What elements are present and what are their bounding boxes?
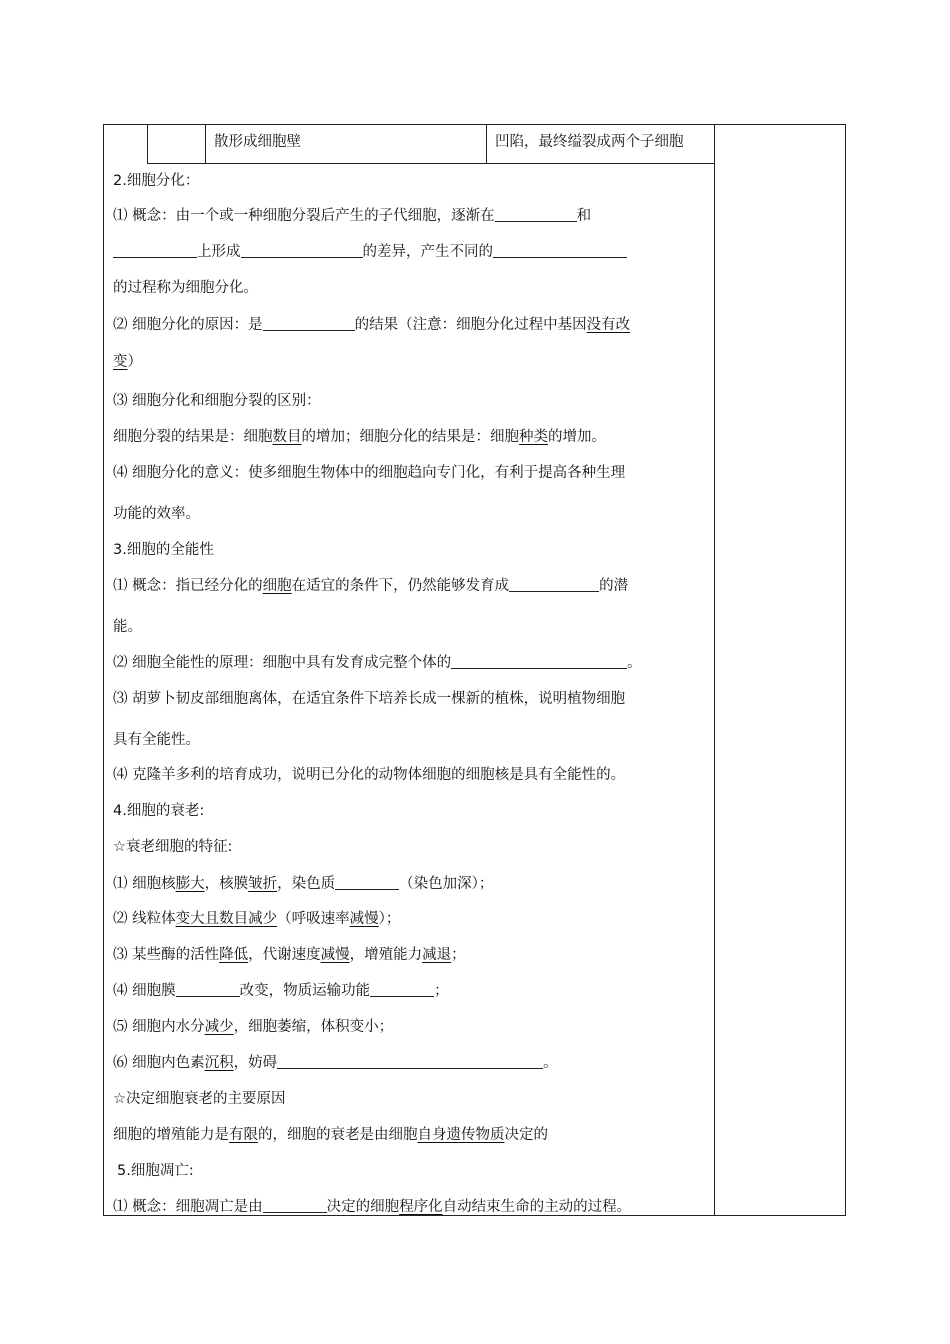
- s4-features-title: ☆衰老细胞的特征:: [113, 839, 233, 855]
- section-2-title: 2.细胞分化：: [113, 173, 200, 189]
- section-3-title: 3.细胞的全能性: [113, 542, 214, 558]
- section-5-title: 5.细胞凋亡:: [117, 1163, 194, 1179]
- s2-concept-line1: ⑴ 概念：由一个或一种细胞分裂后产生的子代细胞，逐渐在 和: [113, 208, 592, 224]
- s4-feature-6: ⑹ 细胞内色素沉积，妨碍 。: [113, 1055, 558, 1071]
- s3-principle: ⑵ 细胞全能性的原理：细胞中具有发育成完整个体的 。: [113, 655, 642, 671]
- top-cell-right: 凹陷，最终缢裂成两个子细胞: [495, 134, 684, 150]
- section-4-title: 4.细胞的衰老:: [113, 803, 205, 819]
- s2-cause-line2: 变）: [113, 354, 142, 370]
- s5-concept: ⑴ 概念：细胞凋亡是由 决定的细胞程序化自动结束生命的主动的过程。: [113, 1199, 632, 1215]
- s4-cause-title: ☆决定细胞衰老的主要原因: [113, 1091, 286, 1107]
- s2-significance-line2: 功能的效率。: [113, 506, 200, 522]
- s2-difference-body: 细胞分裂的结果是：细胞数目的增加；细胞分化的结果是：细胞种类的增加。: [113, 429, 606, 445]
- s3-concept-line2: 能。: [113, 619, 142, 635]
- s4-feature-1: ⑴ 细胞核膨大，核膜皱折，染色质 （染色加深）；: [113, 876, 494, 892]
- top-cell-middle: 散形成细胞壁: [214, 134, 301, 150]
- s2-concept-line2: 上形成 的差异，产生不同的: [113, 240, 627, 261]
- top-row-divider-3: [486, 124, 487, 164]
- s3-carrot-line1: ⑶ 胡萝卜韧皮部细胞离体，在适宜条件下培养长成一棵新的植株，说明植物细胞: [113, 691, 626, 707]
- s3-concept-line1: ⑴ 概念：指已经分化的细胞在适宜的条件下，仍然能够发育成 的潜: [113, 578, 629, 594]
- top-row-divider-1: [147, 124, 148, 164]
- s3-carrot-line2: 具有全能性。: [113, 732, 200, 748]
- s4-cause-body: 细胞的增殖能力是有限的，细胞的衰老是由细胞自身遗传物质决定的: [113, 1127, 548, 1143]
- s4-feature-4: ⑷ 细胞膜 改变，物质运输功能 ；: [113, 983, 449, 999]
- s2-significance-line1: ⑷ 细胞分化的意义：使多细胞生物体中的细胞趋向专门化，有利于提高各种生理: [113, 465, 626, 481]
- s2-difference-title: ⑶ 细胞分化和细胞分裂的区别：: [113, 393, 321, 409]
- s4-feature-3: ⑶ 某些酶的活性降低，代谢速度减慢，增殖能力减退；: [113, 947, 466, 963]
- top-row-divider-2: [205, 124, 206, 164]
- s4-feature-5: ⑸ 细胞内水分减少，细胞萎缩，体积变小；: [113, 1019, 394, 1035]
- top-row-bottom-border: [147, 163, 714, 164]
- s3-dolly: ⑷ 克隆羊多利的培育成功，说明已分化的动物体细胞的细胞核是具有全能性的。: [113, 767, 626, 783]
- s2-cause-line1: ⑵ 细胞分化的原因：是 的结果（注意：细胞分化过程中基因没有改: [113, 317, 631, 333]
- s4-feature-2: ⑵ 线粒体变大且数目减少（呼吸速率减慢）；: [113, 911, 401, 927]
- s2-concept-line3: 的过程称为细胞分化。: [113, 280, 258, 296]
- table-divider-right: [714, 124, 715, 1216]
